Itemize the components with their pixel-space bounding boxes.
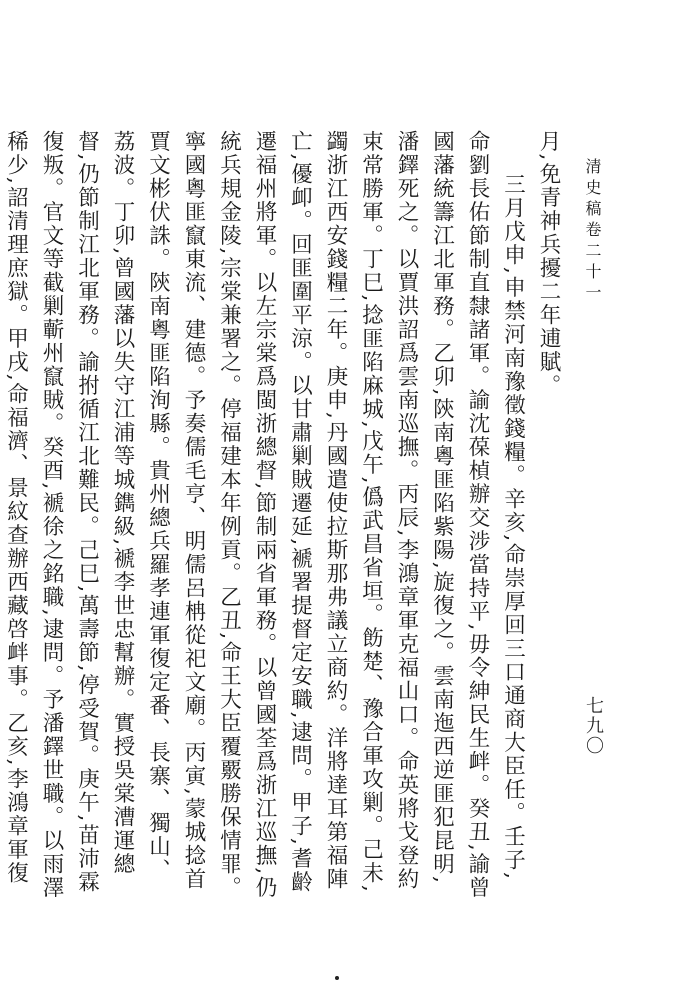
print-dot (335, 976, 339, 980)
page-number: 七九〇 (583, 696, 604, 756)
paragraph-1: 月,免青神兵擾二年逋賦。 (536, 130, 561, 398)
main-text (3, 130, 566, 900)
running-head: 清史稿卷二十一 (583, 158, 602, 305)
paragraph-2: 三月戊申,申禁河南豫徵錢糧。辛亥,命崇厚回三口通商大臣任。壬子,命劉長佑節制直隸諸軍。諭沈葆楨辦交涉當持平,毋令紳民生衅。癸丑,諭曾國藩統籌江北軍務。乙卯,陝南粵匪陷紫陽,旋復之。雲南迤西逆匪犯昆明,潘鐸死之。以賈洪詔爲雲南巡撫。丙辰,李鴻章軍克福山口。命英將戈登約束常勝軍。丁巳,捻匪陷麻城,戊午,僞武昌省垣。飭楚、豫合軍攻剿。己未,蠲浙江西安錢糧二年。庚申,丹國遣使拉斯那弗議立商約。洋將達耳第福陣亡,優卹。回匪圍平涼。以甘肅剿賊遷延,褫署提督定安職,逮問。甲子,耆齡遷福州將軍。以左宗棠爲閩浙總督,節制兩省軍務。以曾國荃爲浙江巡撫,仍統兵規金陵,宗棠兼署之。停福建本年例貢。乙丑,命王大臣覆覈勝保情罪。寧國粵匪竄東流、建德。予奏儒毛亨、明儒呂柟從祀文廟。丙寅,蒙城捻首賈文彬伏誅。陝南粵匪陷洵縣。貴州總兵羅孝連軍復定番、長寨、獨山、荔波。丁卯,曾國藩以失守江浦等城鐫級,褫李世忠幫辦。實授吳棠漕運總督,仍節制江北軍務。諭拊循江北難民。己巳,萬壽節,停受賀。庚午,苗沛霖復叛。官文等截剿蘄州竄賊。癸酉,褫徐之銘職,逮問。予潘鐸世職。以雨澤稀少,詔清理庶獄。甲戌,命福濟、景紋查辦西藏啓衅事。乙亥,李鴻章軍復 (3, 130, 526, 900)
